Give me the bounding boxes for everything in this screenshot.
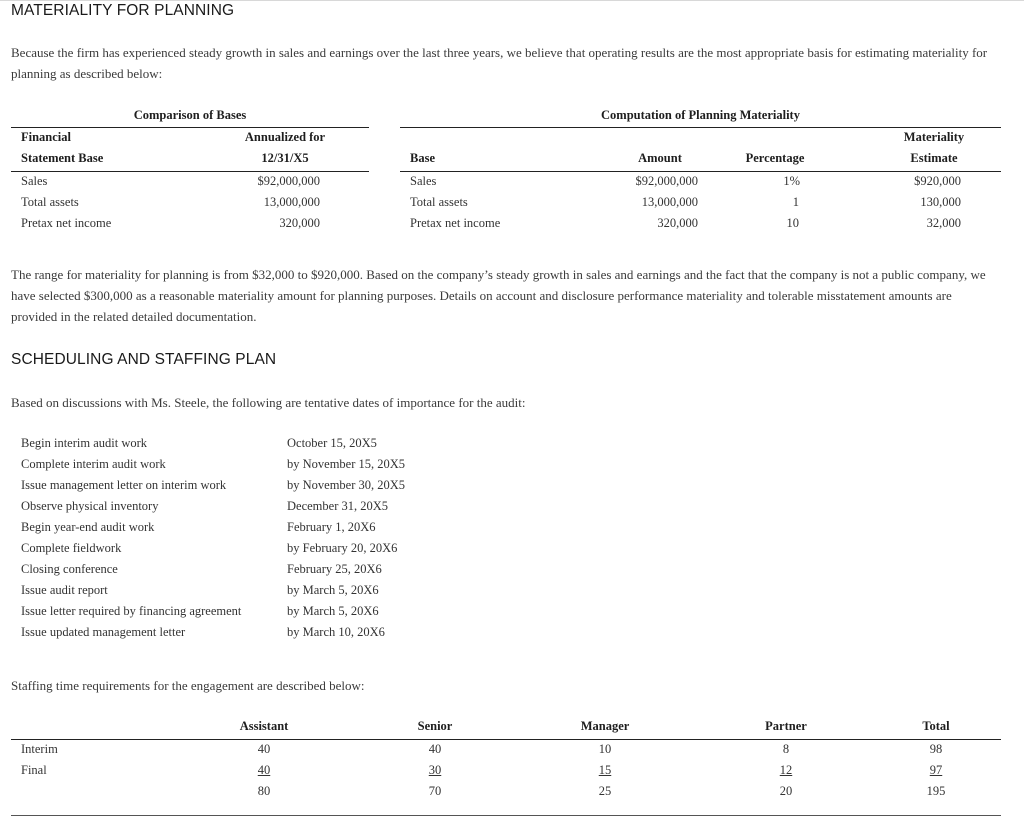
top-border [0, 0, 1024, 1]
staffing-total-cell: 20 [779, 784, 793, 798]
computation-row-base: Sales [410, 174, 437, 188]
computation-col-base: Base [410, 151, 435, 165]
date-event: Issue audit report [21, 583, 108, 597]
staffing-row-label: Interim [21, 742, 58, 756]
staffing-header-manager: Manager [580, 719, 630, 733]
staffing-row-label: Final [21, 763, 47, 777]
computation-header-rule [400, 171, 1001, 172]
computation-row-estimate: $920,000 [914, 174, 961, 188]
comparison-col1-line1: Financial [21, 130, 72, 144]
staffing-cell: 12 [779, 763, 793, 777]
staffing-cell: 15 [598, 763, 612, 777]
computation-col-estimate-line2: Estimate [910, 151, 958, 165]
date-event: Begin interim audit work [21, 436, 148, 450]
staffing-header-senior: Senior [417, 719, 453, 733]
date-event: Complete interim audit work [21, 457, 166, 471]
computation-row-base: Total assets [410, 195, 468, 209]
date-value: December 31, 20X5 [287, 499, 389, 513]
computation-col-percentage: Percentage [745, 151, 805, 165]
computation-col-estimate-line1: Materiality [903, 130, 965, 144]
computation-row-amount: 320,000 [657, 216, 698, 230]
date-value: October 15, 20X5 [287, 436, 377, 450]
computation-row-estimate: 32,000 [926, 216, 961, 230]
computation-row-estimate: 130,000 [920, 195, 961, 209]
date-value: by March 5, 20X6 [287, 604, 379, 618]
staffing-total-cell: 25 [598, 784, 612, 798]
staffing-total-cell: 80 [257, 784, 271, 798]
scheduling-heading: SCHEDULING AND STAFFING PLAN [11, 351, 277, 368]
comparison-row-base: Total assets [21, 195, 79, 209]
comparison-row-value: $92,000,000 [257, 174, 320, 188]
comparison-row-base: Pretax net income [21, 216, 112, 230]
staffing-total-cell: 70 [428, 784, 442, 798]
date-value: by February 20, 20X6 [287, 541, 398, 555]
comparison-row-value: 13,000,000 [263, 195, 320, 209]
date-event: Observe physical inventory [21, 499, 159, 513]
staffing-header-total: Total [922, 719, 950, 733]
date-value: by March 10, 20X6 [287, 625, 385, 639]
computation-row-base: Pretax net income [410, 216, 501, 230]
date-value: February 1, 20X6 [287, 520, 376, 534]
staffing-cell: 40 [257, 742, 271, 756]
computation-title: Computation of Planning Materiality [601, 108, 800, 122]
date-event: Issue management letter on interim work [21, 478, 227, 492]
comparison-top-rule [11, 127, 369, 128]
comparison-row-value: 320,000 [279, 216, 320, 230]
staffing-cell: 97 [929, 763, 943, 777]
comparison-col2-line1: Annualized for [244, 130, 326, 144]
materiality-intro: Because the firm has experienced steady growth in sales and earnings over the last three years, we believe that operating results are the most appropriate basis for estimating materiality for planning as described below: [11, 45, 988, 81]
computation-row-percentage: 1 [792, 195, 799, 209]
staffing-cell: 30 [428, 763, 442, 777]
staffing-cell: 40 [428, 742, 442, 756]
computation-row-percentage: 10 [786, 216, 799, 230]
materiality-conclusion: The range for materiality for planning is from $32,000 to $920,000. Based on the company’s steady growth in sales and earnings and the fact that the company is not a public company, we have selected $300,000 as a reasonable materiality amount for planning purposes. Details on account and disclosure performance materiality and tolerable misstatement amounts are provided in the related detailed documentation. [11, 267, 986, 324]
computation-col-amount: Amount [638, 151, 682, 165]
comparison-col2-line2: 12/31/X5 [261, 151, 309, 165]
staffing-header-rule [11, 739, 1001, 740]
staffing-cell: 8 [782, 742, 790, 756]
computation-row-amount: $92,000,000 [635, 174, 698, 188]
staffing-total-cell: 195 [926, 784, 946, 798]
date-event: Issue letter required by financing agreement [21, 604, 242, 618]
computation-row-amount: 13,000,000 [641, 195, 698, 209]
staffing-cell: 40 [257, 763, 271, 777]
comparison-col1-line2: Statement Base [21, 151, 104, 165]
staffing-cell: 10 [598, 742, 612, 756]
materiality-heading: MATERIALITY FOR PLANNING [11, 2, 235, 19]
scheduling-intro: Based on discussions with Ms. Steele, the following are tentative dates of importance for the audit: [11, 395, 526, 410]
comparison-title: Comparison of Bases [133, 108, 247, 122]
staffing-header-assistant: Assistant [239, 719, 289, 733]
date-event: Complete fieldwork [21, 541, 122, 555]
date-value: by November 15, 20X5 [287, 457, 406, 471]
staffing-header-partner: Partner [765, 719, 807, 733]
date-value: by November 30, 20X5 [287, 478, 406, 492]
staffing-cell: 98 [929, 742, 943, 756]
comparison-header-rule [11, 171, 369, 172]
staffing-intro: Staffing time requirements for the engagement are described below: [11, 678, 365, 693]
date-event: Closing conference [21, 562, 118, 576]
date-event: Issue updated management letter [21, 625, 186, 639]
comparison-row-base: Sales [21, 174, 48, 188]
computation-row-percentage: 1% [783, 174, 800, 188]
date-event: Begin year-end audit work [21, 520, 155, 534]
computation-top-rule [400, 127, 1001, 128]
staffing-bottom-rule [11, 815, 1001, 816]
date-value: by March 5, 20X6 [287, 583, 379, 597]
date-value: February 25, 20X6 [287, 562, 382, 576]
